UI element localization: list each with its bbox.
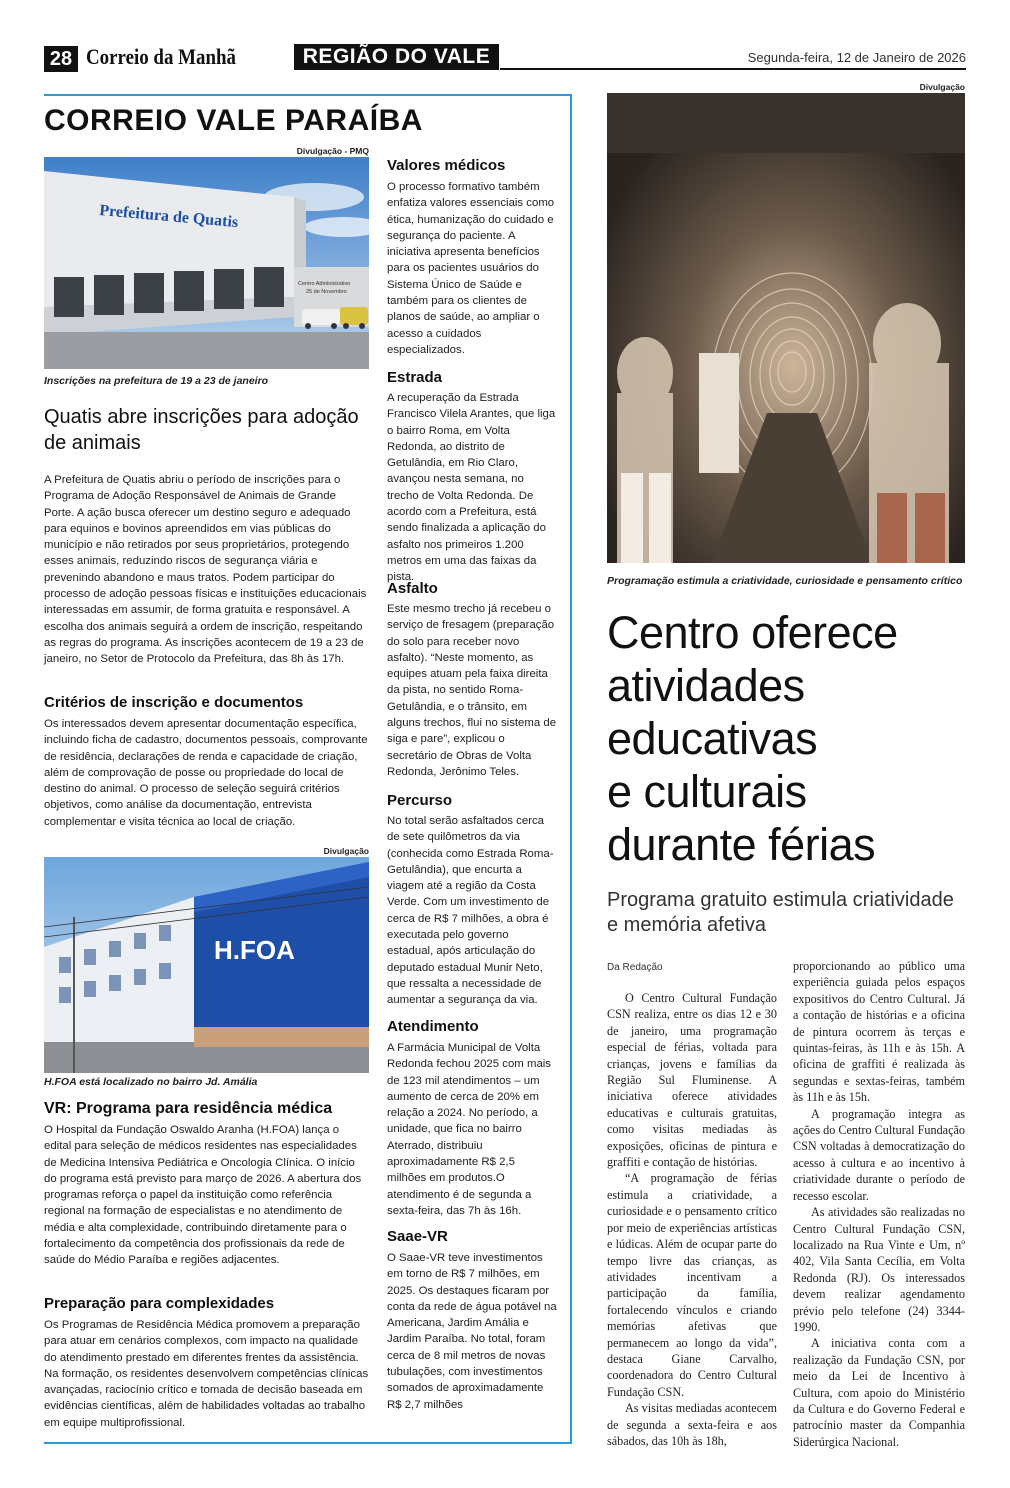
headline-line: Centro oferece	[607, 607, 898, 658]
article-paragraph: As visitas mediadas acontecem de segunda a sexta-feira e aos sábados, das 10h às 18h,	[607, 1401, 777, 1448]
box-border-right	[570, 94, 572, 1444]
header-rule	[500, 68, 966, 70]
article-paragraph: O Centro Cultural Fundação CSN realiza, entre os dias 12 e 30 de janeiro, uma programação especial de férias, voltada para crianças, jovens e famílias da Região Sul Fluminense. A iniciativa oferece atividades educativas e culturais gratuitas, como visitas mediadas às exposições, oficinas de pintura e graffiti e contação de histórias.	[607, 991, 777, 1170]
prefeitura-sign: Prefeitura de Quatis	[98, 202, 239, 232]
hfoa-photo	[44, 857, 369, 1073]
criterios-body: Os interessados devem apresentar documentação específica, incluindo ficha de cadastro, documentos pessoais, comprovante de residência, declarações de renda e capacidade de criação, além de comprovação de posse ou propriedade do local de destino do animal. O processo de seleção seguirá critérios objetivos, como análise da documentação, entrevista complementar e visita técnica ao local de criação.	[44, 718, 368, 828]
main-headline	[607, 606, 967, 871]
article-paragraph: A programação integra as ações do Centro Cultural Fundação CSN voltadas à democratização do acesso à cultura e ao incentivo à criatividade durante o período de recesso escolar.	[793, 1106, 965, 1203]
criterios-subhead: Critérios de inscrição e documentos	[44, 694, 304, 711]
photo-caption: Programação estimula a criatividade, curiosidade e pensamento crítico	[607, 575, 963, 587]
estrada-title: Estrada	[387, 369, 443, 386]
photo-caption: H.FOA está localizado no bairro Jd. Amália	[44, 1076, 258, 1088]
atendimento-body: A Farmácia Municipal de Volta Redonda fechou 2025 com mais de 123 mil atendimentos – um aumento de cerca de 20% em relação a 2024. No período, a unidade, que fica no bairro Aterrado, distribuiu aproximadamente R$ 2,5 milhões em produtos.O atendimento é de segunda a sexta-feira, das 7h às 16h.	[387, 1042, 552, 1217]
box-border-top	[44, 94, 572, 96]
prefeitura-photo	[44, 157, 369, 369]
issue-date: Segunda-feira, 12 de Janeiro de 2026	[747, 50, 966, 65]
section-tag: REGIÃO DO VALE	[294, 44, 499, 70]
photo-credit: Divulgação	[919, 82, 965, 92]
estrada-body: A recuperação da Estrada Francisco Vilela Arantes, que liga o bairro Roma, em Volta Redonda, ao distrito de Getulândia, em Rio Claro, avançou nesta semana, no trecho de Volta Redonda. De acordo com a Prefeitura, está sendo finalizada a aplicação do asfalto nos primeiros 1.200 metros em uma das faixas da pista.	[387, 392, 556, 584]
valores-title: Valores médicos	[387, 157, 506, 174]
article-paragraph: A iniciativa conta com a realização da Fundação CSN, por meio da Lei de Incentivo à Cultura, com apoio do Ministério da Cultura e do Governo Federal e patrocínio master da Companhia Siderúrgica Nacional.	[793, 1336, 965, 1449]
photo-credit: Divulgação - PMQ	[296, 146, 369, 156]
article-paragraph: proporcionando ao público uma experiência guiada pelos espaços expositivos do Centro Cultural. Já a contação de histórias e a oficina de pintura ocorrem às terças e quintas-feiras, às 11h e às 15h. A oficina de graffiti é realizada às segundas e sextas-feiras, também às 11h e às 15h.	[793, 959, 965, 1105]
preparacao-body: Os Programas de Residência Médica promovem a preparação para atuar em cenários complexos, com impacto na qualidade do atendimento prestado em diferentes frentes da assistência. Na formação, os residentes desenvolvem competências clínicas avançadas, raciocínio crítico e tomada de decisão baseada em evidências científicas, além de habilidades voltadas ao trabalho em equipe multiprofissional.	[44, 1319, 369, 1429]
article-paragraph: “A programação de férias estimula a criatividade, a curiosidade e o pensamento crítico por meio de experiências artísticas e lúdicas. Além de ocupar parte do tempo livre das crianças, as atividades incentivam a participação da família, fortalecendo vínculos e criando memórias afetivas que permanecem ao longo da vida”, destaca Giane Carvalho, coordenadora do Centro Cultural Fundação CSN.	[607, 1171, 777, 1399]
hfoa-sign: H.FOA	[214, 935, 295, 965]
box-border-bottom	[44, 1442, 572, 1444]
section-title: CORREIO VALE PARAÍBA	[44, 104, 423, 137]
prefeitura-illustration	[44, 157, 369, 369]
hfoa-headline: VR: Programa para residência médica	[44, 1100, 333, 1117]
photo-caption: Inscrições na prefeitura de 19 a 23 de janeiro	[44, 375, 269, 387]
saae-body: O Saae-VR teve investimentos em torno de R$ 7 milhões, em 2025. Os destaques ficaram por conta da rede de água potável na Americana, Jardim Amália e Jardim Paraíba. No total, foram cerca de 8 mil metros de novas tubulações, com investimentos somados de aproximadamente R$ 2,7 milhões	[387, 1252, 557, 1411]
preparacao-subhead: Preparação para complexidades	[44, 1295, 275, 1312]
article-column-2	[793, 958, 965, 1450]
saae-title: Saae-VR	[387, 1228, 448, 1245]
headline-line: educativas	[607, 713, 818, 764]
atendimento-title: Atendimento	[387, 1018, 479, 1035]
tunnel-illustration	[607, 93, 965, 563]
percurso-title: Percurso	[387, 792, 453, 809]
asfalto-title: Asfalto	[387, 580, 438, 597]
headline-line: durante férias	[607, 819, 876, 870]
byline: Da Redação	[607, 962, 663, 973]
quatis-body: A Prefeitura de Quatis abriu o período de inscrições para o Programa de Adoção Responsável de Animais de Grande Porte. A ação busca oferecer um destino seguro e adequado para equinos e bovinos apreendidos em vias públicas do município e não retirados por seus proprietários, protegendo esses animais, reduzindo riscos de segurança viária e prevenindo abandono e maus tratos. Podem participar do processo de adoção pessoas físicas e instituições educacionais interessadas em assumir, de forma gratuita e responsável. A escolha dos animais seguirá a ordem de inscrição, respeitando as regras do programa. As inscrições acontecem de 19 a 23 de janeiro, no Setor de Protocolo da Prefeitura, das 8h às 17h.	[44, 474, 367, 666]
asfalto-body: Este mesmo trecho já recebeu o serviço de fresagem (preparação do solo para receber novo asfalto). “Neste momento, as equipes atuam pela faixa direita da pista, no sentido Roma-Getulândia, e o trânsito, em alguns trechos, flui no sistema de siga e pare”, explicou o secretário de Obras de Volta Redonda, Jerônimo Teles.	[387, 603, 557, 778]
centro-cultural-photo	[607, 93, 965, 563]
article-paragraph: As atividades são realizadas no Centro Cultural Fundação CSN, localizado na Rua Vinte e Um, nº 402, Vila Santa Cecília, em Volta Redonda (RJ). Os interessados devem realizar agendamento prévio pelo telefone (24) 3344-1990.	[793, 1205, 965, 1334]
hfoa-illustration	[44, 857, 369, 1073]
quatis-headline: Quatis abre inscrições para adoção de animais	[44, 406, 359, 454]
headline-line: e culturais	[607, 766, 807, 817]
hfoa-body: O Hospital da Fundação Oswaldo Aranha (H.FOA) lança o edital para seleção de médicos residentes nas especialidades de Medicina Intensiva Pediátrica e Oncologia Clínica. O início do programa está previsto para março de 2026. A abertura dos programas reforça o papel da instituição como referência regional na formação de especialistas e no atendimento de média e alta complexidade, contribuindo diretamente para o fortalecimento da competência dos profissionais da rede de saúde do Médio Paraíba e regiões adjacentes.	[44, 1124, 362, 1267]
photo-credit: Divulgação	[323, 846, 369, 856]
valores-body: O processo formativo também enfatiza valores essenciais como ética, humanização do cuidado e segurança do paciente. A iniciativa apresenta benefícios para os pacientes usuários do Sistema Único de Saúde e também para os clientes de planos de saúde, ao ampliar o acesso a cuidados especializados.	[387, 181, 555, 356]
sub-headline: Programa gratuito estimula criatividade e memória afetiva	[607, 889, 954, 936]
masthead-logo: Correio da Manhã	[86, 44, 236, 69]
percurso-body: No total serão asfaltados cerca de sete quilômetros da via (conhecida como Estrada Roma-Getulândia), que encurta a viagem até a região da Costa Verde. Com um investimento de cerca de R$ 7 milhões, a obra é executada pelo governo estadual, após articulação do deputado estadual Munir Neto, que ressalta a necessidade de aumentar a segurança da via.	[387, 815, 554, 1007]
headline-line: atividades	[607, 660, 805, 711]
novembro-sign: 25 de Novembro	[306, 289, 347, 295]
centro-admin-sign: Centro Administrativo	[298, 281, 351, 287]
article-column-1	[607, 990, 777, 1449]
page-number: 28	[44, 46, 78, 72]
